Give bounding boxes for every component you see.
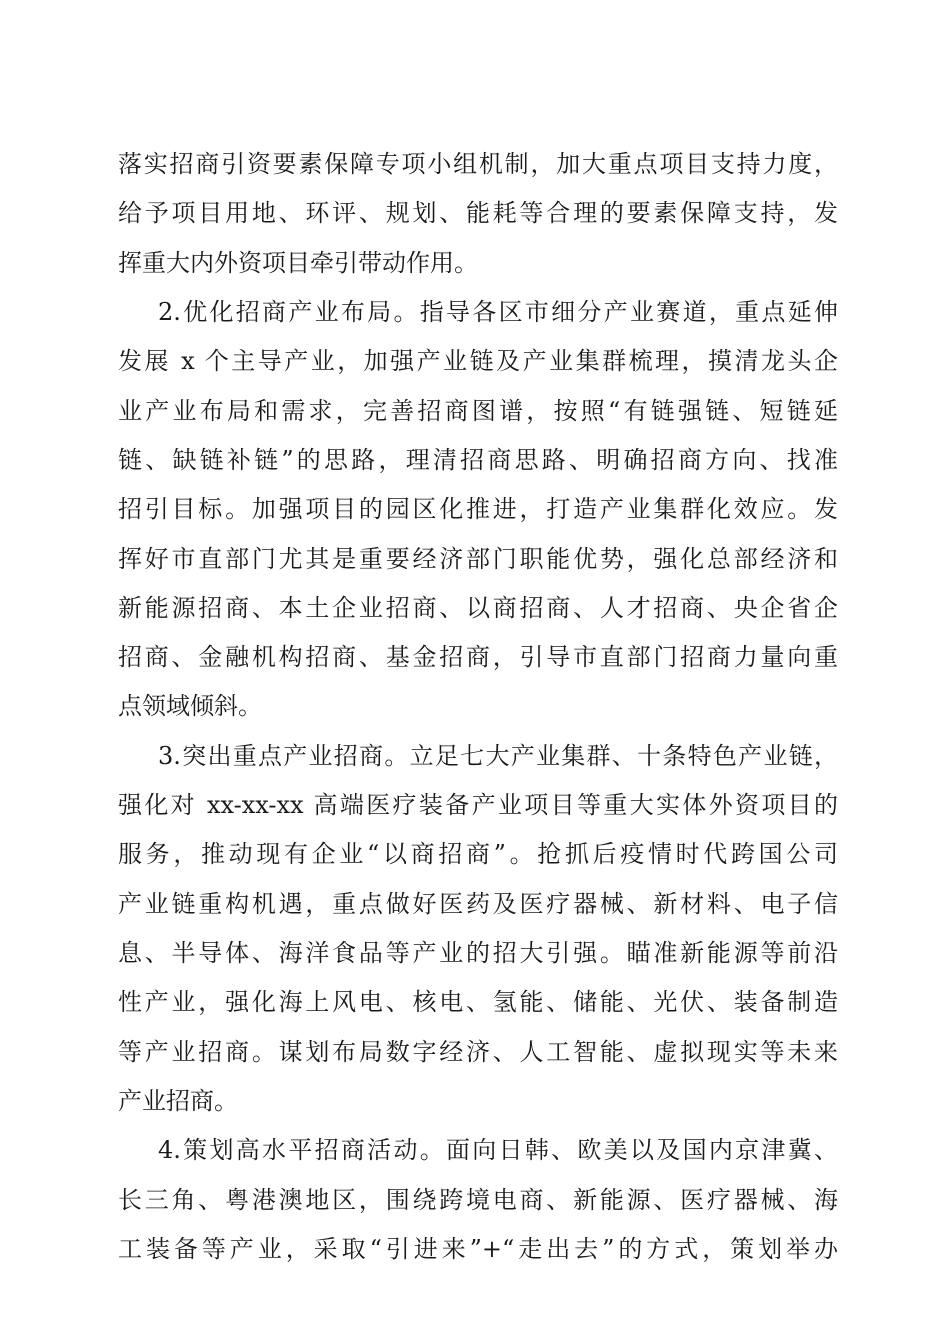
- text-line: 产业链重构机遇，重点做好医药及医疗器械、新材料、电子信: [118, 890, 838, 918]
- text-line: 性产业，强化海上风电、核电、氢能、储能、光伏、装备制造: [118, 988, 838, 1016]
- text-line: 发展 x 个主导产业，加强产业链及产业集群梳理，摸清龙头企: [118, 347, 838, 375]
- text-line: 点领域倾斜。: [118, 692, 262, 720]
- text-line: 挥好市直部门尤其是重要经济部门职能优势，强化总部经济和: [118, 545, 838, 573]
- text-line: 强化对 xx-xx-xx 高端医疗装备产业项目等重大实体外资项目的: [118, 791, 838, 819]
- text-line: 息、半导体、海洋食品等产业的招大引强。瞄准新能源等前沿: [118, 939, 838, 967]
- text-line: 等产业招商。谋划布局数字经济、人工智能、虚拟现实等未来: [118, 1038, 838, 1066]
- text-line: 服务，推动现有企业“以商招商”。抢抓后疫情时代跨国公司: [118, 840, 838, 868]
- text-line: 链、缺链补链”的思路，理清招商思路、明确招商方向、找准: [118, 446, 838, 474]
- text-line: 招商、金融机构招商、基金招商，引导市直部门招商力量向重: [118, 643, 838, 671]
- paragraph-start-line: 3.突出重点产业招商。立足七大产业集群、十条特色产业链，: [158, 742, 838, 770]
- text-line: 招引目标。加强项目的园区化推进，打造产业集群化效应。发: [118, 495, 838, 523]
- text-line: 新能源招商、本土企业招商、以商招商、人才招商、央企省企: [118, 594, 838, 622]
- paragraph-start-line: 4.策划高水平招商活动。面向日韩、欧美以及国内京津冀、: [158, 1136, 838, 1164]
- text-line: 工装备等产业，采取“引进来”+“走出去”的方式，策划举办: [118, 1235, 838, 1263]
- text-line: 长三角、粤港澳地区，围绕跨境电商、新能源、医疗器械、海: [118, 1186, 838, 1214]
- text-line: 挥重大内外资项目牵引带动作用。: [118, 249, 478, 277]
- text-line: 产业招商。: [118, 1087, 238, 1115]
- text-line: 落实招商引资要素保障专项小组机制，加大重点项目支持力度，: [118, 150, 838, 178]
- text-line: 业产业布局和需求，完善招商图谱，按照“有链强链、短链延: [118, 397, 838, 425]
- text-line: 给予项目用地、环评、规划、能耗等合理的要素保障支持，发: [118, 199, 838, 227]
- paragraph-start-line: 2.优化招商产业布局。指导各区市细分产业赛道，重点延伸: [158, 298, 838, 326]
